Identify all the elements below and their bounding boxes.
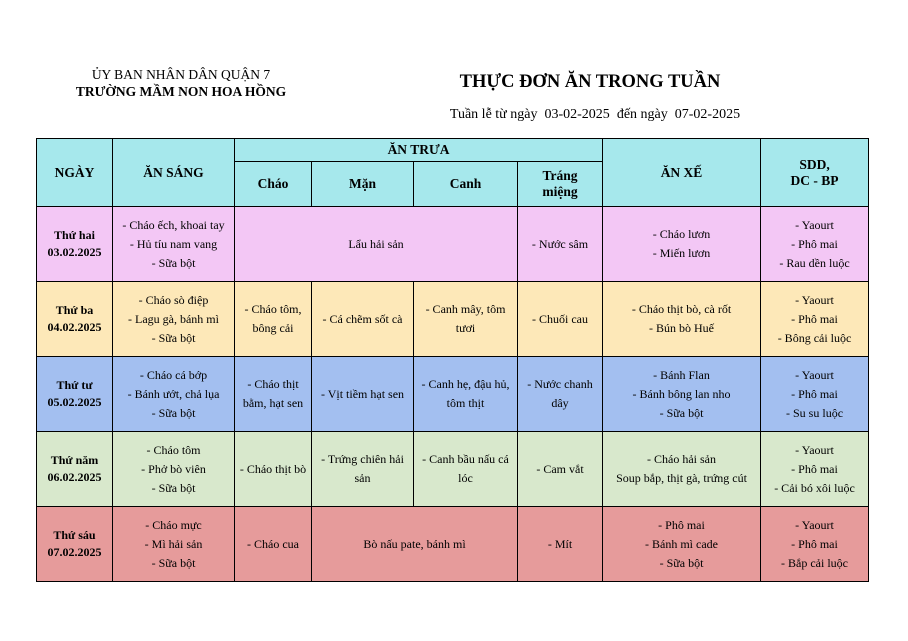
sdd-cell [761, 357, 869, 432]
snack-cell [603, 432, 761, 507]
sdd-cell [761, 282, 869, 357]
lunch-combined-cell: Lẩu hải sản [235, 207, 518, 282]
sdd-item: - Su su luộc [786, 405, 844, 420]
week-from-date: 03-02-2025 [544, 107, 610, 122]
organization-header [36, 66, 326, 100]
snack-item: - Sữa bột [659, 405, 704, 420]
snack-item: - Miến lươn [652, 246, 711, 260]
breakfast-item: - Cháo cá bớp [139, 367, 208, 382]
breakfast-item: - Cháo tôm [146, 442, 201, 457]
snack-item: - Phô mai [658, 517, 705, 532]
dessert-cell: - Cam vắt [518, 432, 603, 507]
snack-cell [603, 282, 761, 357]
table-row-friday [37, 507, 869, 582]
breakfast-item: - Lagu gà, bánh mì [128, 311, 219, 326]
breakfast-item: - Cháo ếch, khoai tay [122, 217, 225, 232]
school-name: TRƯỜNG MẦM NON HOA HỒNG [75, 84, 287, 99]
day-name: Thứ ba [55, 303, 94, 317]
sdd-item: - Cải bó xôi luộc [774, 480, 855, 495]
snack-cell [603, 507, 761, 582]
day-date: 06.02.2025 [47, 470, 102, 484]
main-dish-cell: - Trứng chiên hải sản [312, 432, 414, 507]
porridge-cell: - Cháo thịt bò [235, 432, 312, 507]
breakfast-item: - Sữa bột [151, 555, 196, 570]
main-dish-cell: - Cá chẽm sốt cà [312, 282, 414, 357]
district-name: ỦY BAN NHÂN DÂN QUẬN 7 [91, 67, 271, 82]
dessert-header-line1: Tráng [542, 168, 578, 183]
day-date: 04.02.2025 [47, 320, 102, 334]
day-cell [37, 282, 113, 357]
sdd-item: - Rau dền luộc [779, 255, 850, 270]
week-to-date: 07-02-2025 [674, 107, 741, 122]
snack-item: - Cháo thịt bò, cà rốt [631, 302, 732, 316]
sdd-cell [761, 507, 869, 582]
day-cell [37, 507, 113, 582]
day-date: 07.02.2025 [47, 545, 102, 559]
porridge-cell: - Cháo thịt bằm, hạt sen [235, 357, 312, 432]
day-name: Thứ năm [50, 453, 99, 467]
porridge-cell: - Cháo cua [235, 507, 312, 582]
main-dish-cell: - Vịt tiềm hạt sen [312, 357, 414, 432]
dessert-cell: - Mít [518, 507, 603, 582]
column-header-dessert [518, 162, 603, 207]
breakfast-cell [113, 282, 235, 357]
day-name: Thứ tư [56, 378, 93, 392]
breakfast-cell [113, 207, 235, 282]
day-date: 03.02.2025 [47, 245, 102, 259]
page-title: THỰC ĐƠN ĂN TRONG TUẦN [459, 72, 721, 92]
snack-cell [603, 357, 761, 432]
breakfast-item: - Sữa bột [151, 330, 196, 345]
sdd-item: - Bông cải luộc [777, 330, 852, 345]
snack-item: - Cháo hải sản [647, 452, 716, 466]
day-cell [37, 432, 113, 507]
menu-table [36, 138, 869, 582]
column-header-snack: ĂN XẾ [603, 139, 761, 207]
sdd-cell [761, 432, 869, 507]
table-row-tuesday [37, 282, 869, 357]
breakfast-cell [113, 507, 235, 582]
dessert-cell: - Nước sâm [518, 207, 603, 282]
day-name: Thứ sáu [53, 528, 96, 542]
breakfast-item: - Phở bò viên [141, 461, 206, 476]
main-soup-combined-cell: Bò nấu pate, bánh mì [312, 507, 518, 582]
breakfast-item: - Bánh ướt, chả lụa [127, 386, 220, 401]
week-mid: đến ngày [616, 107, 668, 122]
soup-cell: - Canh hẹ, đậu hủ, tôm thịt [414, 357, 518, 432]
breakfast-item: - Sữa bột [151, 480, 196, 495]
week-prefix: Tuần lễ từ ngày [449, 107, 538, 122]
sdd-header-line1: SDD, [799, 156, 830, 172]
column-header-main: Mặn [312, 162, 414, 207]
column-header-porridge: Cháo [235, 162, 312, 207]
dessert-cell: - Chuối cau [518, 282, 603, 357]
breakfast-item: - Sữa bột [151, 405, 196, 420]
sdd-item: - Yaourt [795, 292, 834, 307]
dessert-header-line2: miệng [542, 184, 578, 199]
soup-cell: - Canh mây, tôm tươi [414, 282, 518, 357]
porridge-cell: - Cháo tôm, bông cải [235, 282, 312, 357]
snack-item: - Bánh mì cade [645, 536, 718, 551]
breakfast-item: - Mì hải sản [144, 536, 203, 551]
sdd-item: - Bắp cải luộc [781, 555, 848, 570]
sdd-item: - Phô mai [791, 536, 838, 551]
breakfast-item: - Sữa bột [151, 255, 196, 270]
column-header-day: NGÀY [37, 139, 113, 207]
snack-item: - Bún bò Huế [649, 321, 715, 335]
sdd-cell [761, 207, 869, 282]
sdd-item: - Phô mai [791, 461, 838, 476]
column-header-sdd [761, 139, 869, 207]
snack-item: - Sữa bột [659, 555, 704, 570]
sdd-item: - Phô mai [791, 311, 838, 326]
snack-item: - Bánh Flan [653, 367, 710, 382]
column-header-lunch: ĂN TRƯA [235, 139, 603, 162]
sdd-item: - Yaourt [795, 367, 834, 382]
snack-item: - Cháo lươn [652, 227, 711, 241]
table-row-thursday [37, 432, 869, 507]
sdd-item: - Yaourt [795, 217, 834, 232]
table-row-monday [37, 207, 869, 282]
week-range [405, 107, 785, 123]
column-header-soup: Canh [414, 162, 518, 207]
table-row-wednesday [37, 357, 869, 432]
breakfast-cell [113, 432, 235, 507]
sdd-item: - Phô mai [791, 386, 838, 401]
sdd-item: - Phô mai [791, 236, 838, 251]
sdd-item: - Yaourt [795, 442, 834, 457]
snack-item: - Bánh bông lan nho [632, 386, 731, 401]
soup-cell: - Canh bầu nấu cá lóc [414, 432, 518, 507]
sdd-header-line2: DC - BP [790, 172, 839, 188]
day-cell [37, 207, 113, 282]
breakfast-item: - Hủ tíu nam vang [129, 236, 218, 251]
snack-item: Soup bắp, thịt gà, trứng cút [616, 471, 747, 485]
day-cell [37, 357, 113, 432]
snack-cell [603, 207, 761, 282]
dessert-cell: - Nước chanh dây [518, 357, 603, 432]
day-name: Thứ hai [54, 228, 95, 242]
breakfast-cell [113, 357, 235, 432]
breakfast-item: - Cháo sò điệp [138, 292, 209, 307]
sdd-item: - Yaourt [795, 517, 834, 532]
column-header-breakfast: ĂN SÁNG [113, 139, 235, 207]
day-date: 05.02.2025 [47, 395, 102, 409]
breakfast-item: - Cháo mực [145, 517, 202, 532]
